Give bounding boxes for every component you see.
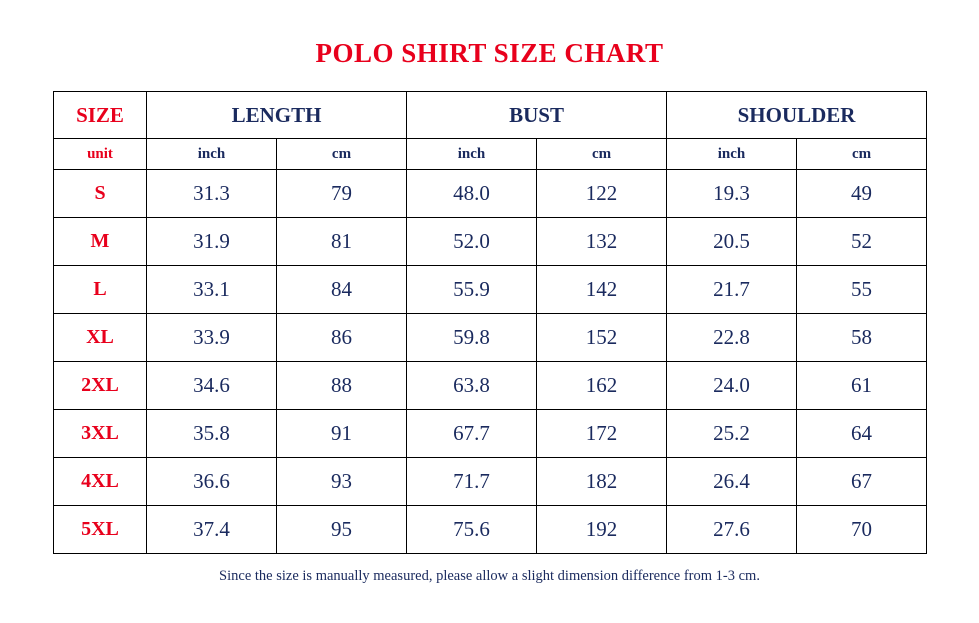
- cell-length-cm: 88: [277, 362, 407, 410]
- row-size-label: 5XL: [54, 506, 147, 554]
- cell-shoulder-cm: 64: [797, 410, 927, 458]
- table-header-row: [54, 92, 927, 139]
- table-row: [54, 314, 927, 362]
- cell-bust-inch: 52.0: [407, 218, 537, 266]
- cell-length-inch: 35.8: [147, 410, 277, 458]
- header-size: SIZE: [54, 92, 147, 139]
- page-title: POLO SHIRT SIZE CHART: [315, 38, 664, 68]
- cell-length-inch: 31.3: [147, 170, 277, 218]
- cell-bust-inch: 67.7: [407, 410, 537, 458]
- cell-bust-inch: 63.8: [407, 362, 537, 410]
- cell-shoulder-cm: 58: [797, 314, 927, 362]
- unit-label: unit: [54, 139, 147, 170]
- table-row: [54, 170, 927, 218]
- measurement-note: Since the size is manually measured, please allow a slight dimension difference from 1-3 cm.: [219, 568, 760, 584]
- cell-bust-inch: 75.6: [407, 506, 537, 554]
- cell-length-inch: 36.6: [147, 458, 277, 506]
- cell-bust-cm: 182: [537, 458, 667, 506]
- size-chart-container: [53, 91, 926, 585]
- cell-bust-inch: 71.7: [407, 458, 537, 506]
- cell-length-cm: 79: [277, 170, 407, 218]
- cell-shoulder-inch: 19.3: [667, 170, 797, 218]
- cell-shoulder-cm: 70: [797, 506, 927, 554]
- cell-shoulder-cm: 61: [797, 362, 927, 410]
- cell-shoulder-cm: 67: [797, 458, 927, 506]
- cell-length-inch: 33.9: [147, 314, 277, 362]
- table-row: [54, 458, 927, 506]
- cell-bust-cm: 152: [537, 314, 667, 362]
- cell-shoulder-inch: 26.4: [667, 458, 797, 506]
- cell-shoulder-inch: 27.6: [667, 506, 797, 554]
- cell-shoulder-cm: 55: [797, 266, 927, 314]
- cell-shoulder-inch: 22.8: [667, 314, 797, 362]
- cell-bust-cm: 162: [537, 362, 667, 410]
- unit-length-inch: inch: [147, 139, 277, 170]
- header-group-bust: BUST: [407, 92, 667, 139]
- cell-bust-cm: 172: [537, 410, 667, 458]
- cell-bust-inch: 55.9: [407, 266, 537, 314]
- unit-bust-inch: inch: [407, 139, 537, 170]
- cell-length-inch: 31.9: [147, 218, 277, 266]
- header-group-length: LENGTH: [147, 92, 407, 139]
- row-size-label: M: [54, 218, 147, 266]
- cell-length-cm: 91: [277, 410, 407, 458]
- table-row: [54, 410, 927, 458]
- table-row: [54, 362, 927, 410]
- cell-bust-cm: 142: [537, 266, 667, 314]
- table-row: [54, 266, 927, 314]
- cell-shoulder-inch: 24.0: [667, 362, 797, 410]
- cell-length-inch: 37.4: [147, 506, 277, 554]
- cell-shoulder-inch: 21.7: [667, 266, 797, 314]
- cell-length-inch: 33.1: [147, 266, 277, 314]
- cell-length-cm: 95: [277, 506, 407, 554]
- unit-bust-cm: cm: [537, 139, 667, 170]
- row-size-label: 2XL: [54, 362, 147, 410]
- cell-shoulder-cm: 52: [797, 218, 927, 266]
- cell-shoulder-cm: 49: [797, 170, 927, 218]
- unit-shoulder-inch: inch: [667, 139, 797, 170]
- cell-shoulder-inch: 25.2: [667, 410, 797, 458]
- row-size-label: S: [54, 170, 147, 218]
- unit-length-cm: cm: [277, 139, 407, 170]
- cell-length-cm: 81: [277, 218, 407, 266]
- cell-bust-inch: 48.0: [407, 170, 537, 218]
- cell-length-inch: 34.6: [147, 362, 277, 410]
- cell-length-cm: 84: [277, 266, 407, 314]
- row-size-label: XL: [54, 314, 147, 362]
- table-unit-row: [54, 139, 927, 170]
- row-size-label: 4XL: [54, 458, 147, 506]
- size-chart-table: [53, 91, 927, 554]
- cell-bust-inch: 59.8: [407, 314, 537, 362]
- cell-bust-cm: 122: [537, 170, 667, 218]
- header-group-shoulder: SHOULDER: [667, 92, 927, 139]
- cell-shoulder-inch: 20.5: [667, 218, 797, 266]
- row-size-label: 3XL: [54, 410, 147, 458]
- unit-shoulder-cm: cm: [797, 139, 927, 170]
- row-size-label: L: [54, 266, 147, 314]
- table-row: [54, 506, 927, 554]
- cell-length-cm: 93: [277, 458, 407, 506]
- cell-length-cm: 86: [277, 314, 407, 362]
- cell-bust-cm: 192: [537, 506, 667, 554]
- cell-bust-cm: 132: [537, 218, 667, 266]
- table-row: [54, 218, 927, 266]
